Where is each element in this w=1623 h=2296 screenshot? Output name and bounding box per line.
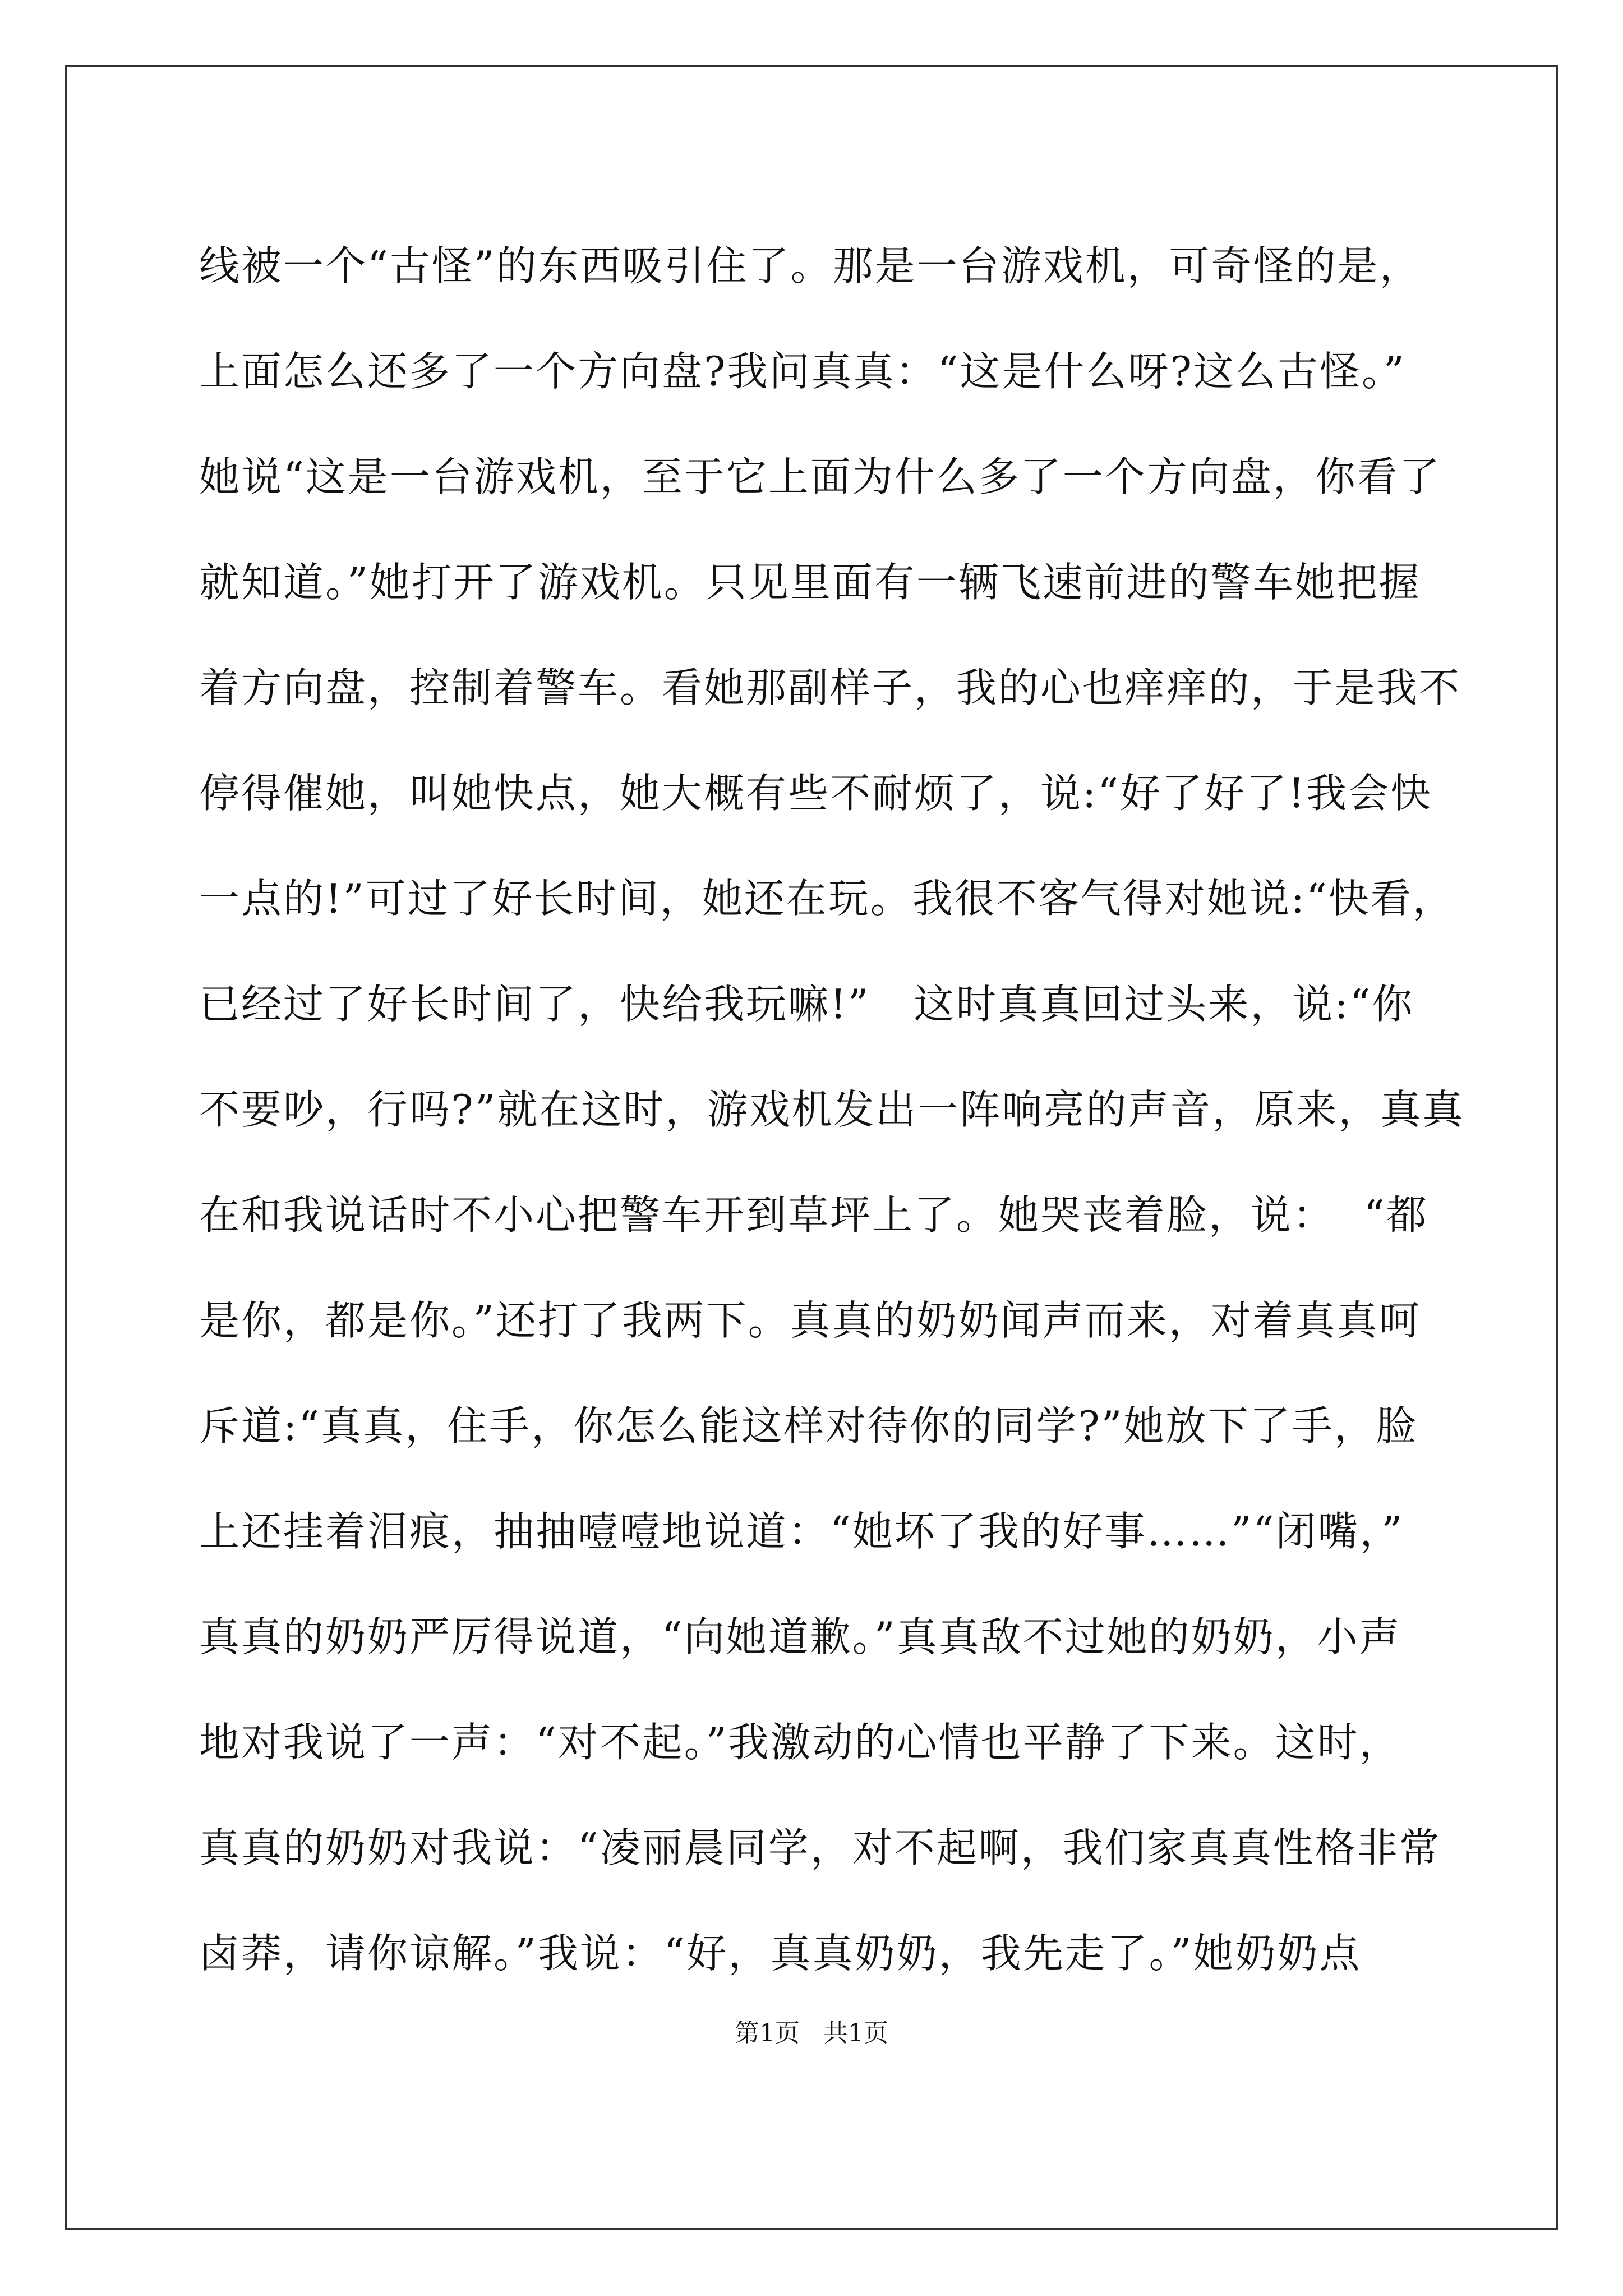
text-line: 着方向盘，控制着警车。看她那副样子，我的心也痒痒的，于是我不	[199, 664, 1461, 711]
text-line: 已经过了好长时间了，快给我玩嘛!” 这时真真回过头来，说:“你	[199, 981, 1414, 1028]
text-line: 地对我说了一声：“对不起。”我激动的心情也平静了下来。这时，	[199, 1719, 1401, 1766]
text-line: 斥道:“真真，住手，你怎么能这样对待你的同学?”她放下了手，脸	[199, 1402, 1418, 1450]
text-line: 她说“这是一台游戏机，至于它上面为什么多了一个方向盘，你看了	[199, 453, 1441, 500]
text-line: 上还挂着泪痕，抽抽噎噎地说道：“她坏了我的好事……”“闭嘴，”	[199, 1508, 1404, 1555]
text-line: 是你，都是你。”还打了我两下。真真的奶奶闻声而来，对着真真呵	[199, 1297, 1421, 1344]
text-line: 线被一个“古怪”的东西吸引住了。那是一台游戏机，可奇怪的是，	[199, 242, 1422, 289]
page-number-footer: 第1页 共1页	[735, 2019, 888, 2047]
text-line: 上面怎么还多了一个方向盘?我问真真：“这是什么呀?这么古怪。”	[199, 348, 1406, 395]
text-line: 卤莽，请你谅解。”我说：“好，真真奶奶，我先走了。”她奶奶点	[199, 1930, 1362, 1977]
text-line: 就知道。”她打开了游戏机。只见里面有一辆飞速前进的警车她把握	[199, 559, 1421, 606]
text-line: 一点的!”可过了好长时间，她还在玩。我很不客气得对她说:“快看，	[199, 875, 1455, 922]
text-line: 真真的奶奶严厉得说道，“向她道歉。”真真敌不过她的奶奶，小声	[199, 1613, 1401, 1660]
text-line: 在和我说话时不小心把警车开到草坪上了。她哭丧着脸，说： “都	[199, 1191, 1428, 1239]
text-line: 停得催她，叫她快点，她大概有些不耐烦了，说:“好了好了!我会快	[199, 770, 1433, 817]
document-body	[199, 213, 1465, 2006]
text-line: 真真的奶奶对我说：“凌丽晨同学，对不起啊，我们家真真性格非常	[199, 1824, 1441, 1871]
text-line: 不要吵，行吗?”就在这时，游戏机发出一阵响亮的声音，原来，真真	[199, 1086, 1465, 1133]
